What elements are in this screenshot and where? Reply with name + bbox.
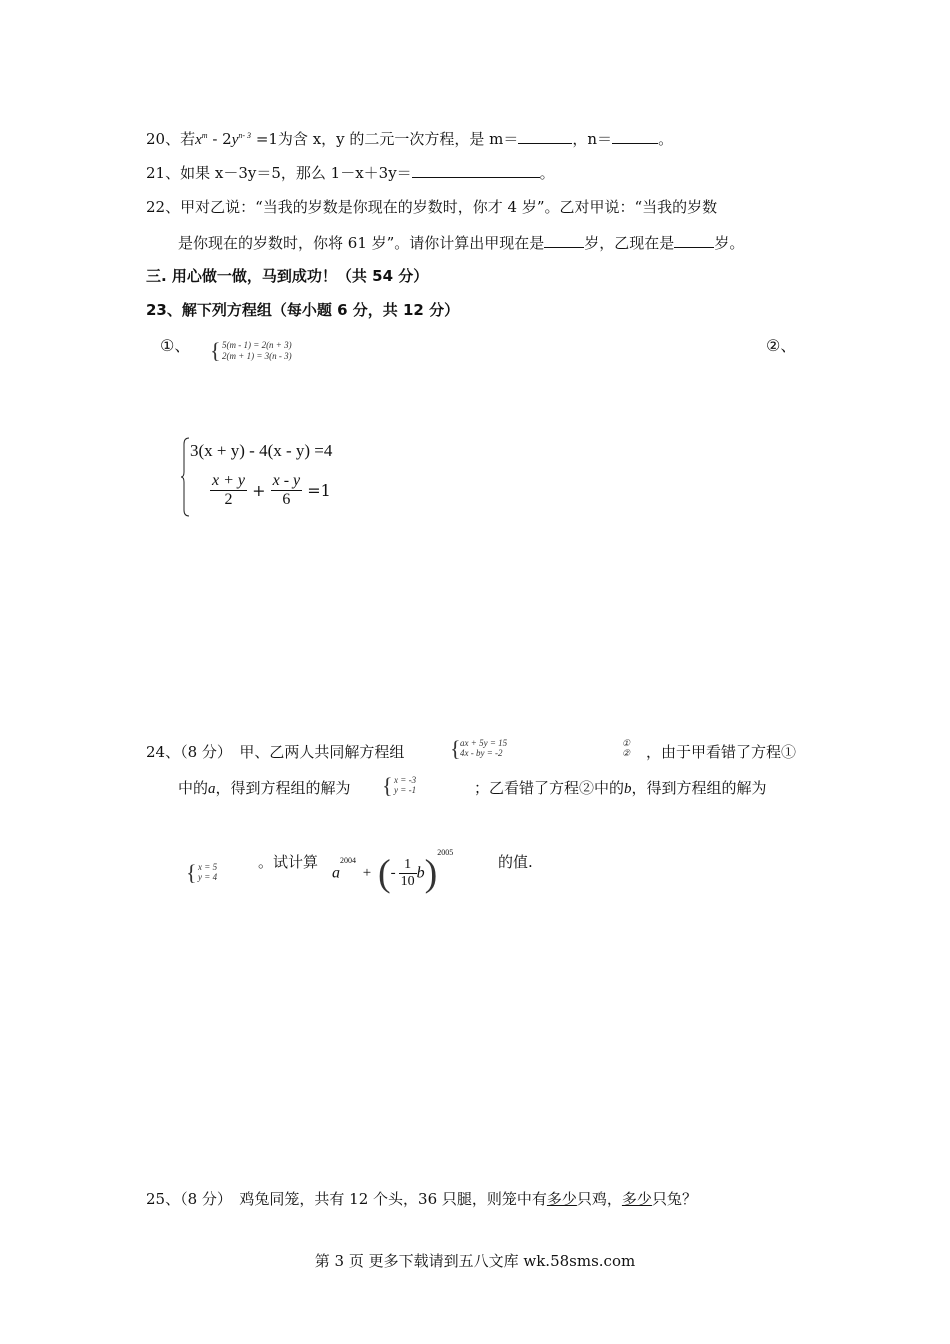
q24-text-c: ；乙看错了方程②中的: [474, 779, 625, 797]
q21-text: 21、如果 x－3y＝5，那么 1－x＋3y＝: [146, 164, 412, 182]
q24-after: ，由于甲看错了方程①: [646, 743, 797, 761]
expr-fraction: $\frac{1}{10}$: [400, 857, 415, 890]
expr-exp-2005: 2005: [437, 848, 454, 857]
sol2-x: x = 5: [198, 862, 218, 872]
question-21: [146, 162, 555, 183]
sol1-x: x = -3: [394, 775, 417, 785]
sys1-eq1: 5(m - 1) = 2(n + 3): [222, 340, 292, 350]
q20-blank-n[interactable]: [612, 129, 658, 144]
sys2-plus: +: [252, 481, 266, 500]
q20-exp-m: m: [201, 131, 208, 140]
sys1-eq2: 2(m + 1) = 3(n - 3): [222, 351, 292, 361]
sys1-brace: {: [210, 338, 221, 363]
q22-blank-yi[interactable]: [674, 233, 714, 248]
q24-line3-text: 。试计算: [258, 853, 319, 871]
expr-minus: -: [390, 865, 396, 882]
sys2-eq1: 3(x + y) - 4(x - y) =4: [190, 441, 333, 460]
q24-mark1: ①: [622, 738, 631, 748]
q23-label-1: ①、: [160, 336, 191, 355]
sol2-brace: {: [186, 860, 197, 885]
q20-var-y: y: [231, 132, 239, 148]
sol1-brace: {: [382, 773, 393, 798]
q24-line3-end: 的值.: [498, 853, 533, 871]
question-22-line2: [178, 232, 744, 253]
q25-end: 只兔？: [651, 1190, 697, 1208]
question-24-line2b: [474, 777, 767, 798]
section-3-heading: 三. 用心做一做，马到成功！（共 54 分）: [146, 267, 429, 285]
q24-text-a: 中的: [178, 779, 209, 797]
q24-text-b: ，得到方程组的解为: [215, 779, 351, 797]
question-20: [146, 128, 673, 149]
q24-var-a: a: [208, 781, 216, 797]
q24-text-d: ，得到方程组的解为: [631, 779, 767, 797]
sys2-rhs: =1: [307, 481, 331, 500]
q25-mid: 只鸡，: [576, 1190, 622, 1208]
question-24-line1: [146, 741, 404, 762]
q24-eq2: 4x - by = -2: [460, 748, 503, 758]
q24-system: [450, 738, 650, 760]
expr-paren-left: (: [377, 852, 391, 895]
q22-text-c: 岁。: [714, 234, 745, 252]
question-24-line2: [178, 777, 351, 798]
q24-intro: 24、（8 分） 甲、乙两人共同解方程组: [146, 743, 405, 761]
sol2-y: y = 4: [198, 872, 218, 882]
expr-b: b: [416, 864, 425, 882]
q23-system-2: [180, 436, 380, 518]
sol1-y: y = -1: [394, 785, 417, 795]
q20-minus: - 2: [207, 130, 232, 148]
q23-label-2: ②、: [766, 336, 797, 355]
q20-text: =1为含 x，y 的二元一次方程，是 m＝: [251, 130, 519, 148]
q20-text-n: ，n＝: [572, 130, 613, 148]
sys2-frac-2: $\frac{x - y}{6}$: [272, 472, 301, 508]
sys2-brace: [180, 436, 190, 518]
q24-solution-2: [186, 862, 266, 884]
q24-expression: [332, 848, 453, 896]
q22-text-a: 是你现在的岁数时，你将 61 岁”。请你计算出甲现在是: [178, 234, 545, 252]
q24-mark2: ②: [622, 748, 631, 758]
sys2-eq2: [210, 472, 331, 509]
q20-blank-m[interactable]: [518, 129, 572, 144]
question-25: [146, 1188, 697, 1209]
q25-intro: 25、（8 分） 鸡兔同笼，共有 12 个头，36 只腿，则笼中有: [146, 1190, 547, 1208]
expr-plus: +: [362, 865, 372, 882]
sys2-frac-1: $\frac{x + y}{2}$: [212, 472, 245, 508]
expr-exp-2004: 2004: [340, 856, 356, 865]
q22-blank-jia[interactable]: [544, 233, 584, 248]
q21-end: 。: [539, 164, 555, 182]
q20-var-x: x: [195, 132, 202, 148]
question-22-line1: 22、甲对乙说：“当我的岁数是你现在的岁数时，你才 4 岁”。乙对甲说：“当我的岁数: [146, 198, 718, 216]
q20-exp-n: n- 3: [238, 131, 252, 140]
q22-text-b: 岁，乙现在是: [584, 234, 675, 252]
q25-underline-1: 多少: [546, 1190, 577, 1208]
question-23-title: 23、解下列方程组（每小题 6 分，共 12 分）: [146, 301, 460, 319]
page-footer: 第 3 页 更多下载请到五八文库 wk.58sms.com: [314, 1252, 636, 1270]
q24-solution-1: [382, 775, 472, 797]
q21-blank[interactable]: [412, 163, 540, 178]
q24-brace: {: [450, 736, 461, 761]
q24-var-b: b: [624, 781, 632, 797]
q24-eq1: ax + 5y = 15: [460, 738, 508, 748]
q25-underline-2: 多少: [621, 1190, 652, 1208]
expr-a: a: [332, 864, 340, 882]
expr-paren-right: ): [424, 852, 438, 895]
q20-end: 。: [658, 130, 674, 148]
q20-number: 20、若: [146, 130, 196, 148]
